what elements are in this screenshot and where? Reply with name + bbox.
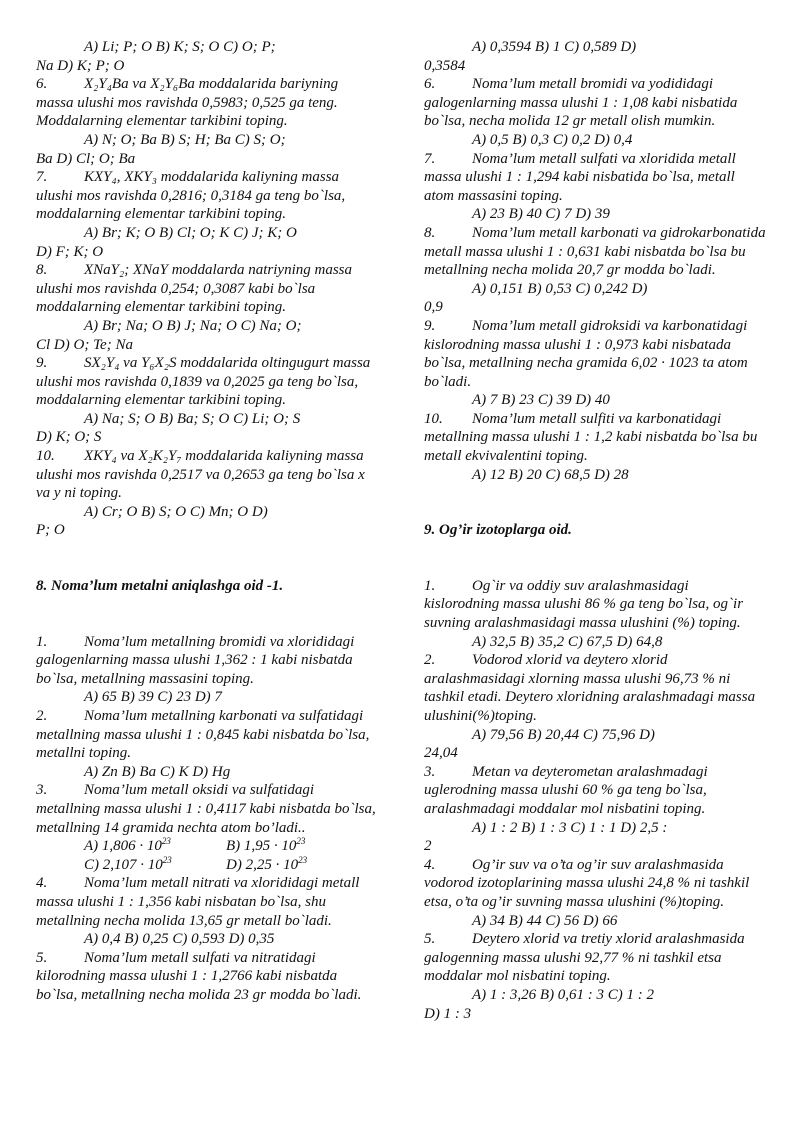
question-number: 1.	[36, 633, 48, 650]
question-2	[424, 651, 766, 763]
question-8	[36, 261, 378, 354]
question-text: Vodorod xlorid va deytero xlorid aralashmasidagi xlorning massa ulushi 96,73 % ni tashkil etadi. Deytero xloridning aralashmadagi massa ulushini(%)toping.	[424, 652, 756, 724]
answer-options: A) Na; S; O B) Ba; S; O C) Li; O; S	[84, 410, 301, 427]
answer-options: 2	[424, 838, 432, 855]
answer-options: A) Cr; O B) S; O C) Mn; O D)	[84, 503, 268, 520]
options-line: 0,3584	[424, 57, 466, 74]
answer-options: A) 12 B) 20 C) 68,5 D) 28	[472, 466, 629, 483]
question-1	[36, 633, 378, 707]
question-10	[36, 447, 378, 540]
answer-options: A) 7 B) 23 C) 39 D) 40	[472, 392, 610, 409]
question-number: 3.	[424, 763, 436, 780]
answer-options: D) F; K; O	[36, 243, 104, 260]
question-8	[424, 224, 766, 317]
exponent: 23	[298, 854, 308, 865]
answer-options: A) Br; K; O B) Cl; O; K C) J; K; O	[84, 224, 297, 241]
question-text: XKY₄ va X₂K₂Y₇ moddalarida kaliyning massa ulushi mos ravishda 0,2517 va 0,2653 ga teng bo`lsa x va y ni toping.	[36, 448, 365, 502]
question-number: 8.	[36, 262, 48, 279]
question-text: Noma’lum metall sulfati va xloridida metall massa ulushi 1 : 1,294 kabi nisbatida bo`lsa, metall atom massasini toping.	[424, 150, 736, 204]
question-text: Noma’lum metall gidroksidi va karbonatidagi kislorodning massa ulushi 1 : 0,973 kabi nisbatada bo`lsa, metallning necha gramida 6,02 · 1023 ta atom bo`ladi.	[424, 317, 748, 390]
answer-options: D) 1 : 3	[424, 1005, 472, 1022]
exponent: 23	[161, 836, 171, 847]
question-text: XNaY₂; XNaY moddalarda natriyning massa ulushi mos ravishda 0,254; 0,3087 kabi bo`lsa moddalarning elementar tarkibini toping.	[36, 262, 353, 316]
question-number: 7.	[36, 169, 48, 186]
options-line: A) 0,3594 B) 1 C) 0,589 D)	[472, 39, 637, 55]
answer-options: Ba D) Cl; O; Ba	[36, 150, 136, 167]
answer-options: 0,9	[424, 299, 443, 316]
question-text: Og’ir suv va o’ta og’ir suv aralashmasida vodorod izotoplarining massa ulushi 24,8 % ni tashkil etsa, o’ta og’ir suvning massa ulushini (%)toping.	[424, 856, 750, 910]
options-line: A) Li; P; O B) K; S; O C) O; P;	[84, 39, 276, 55]
answer-options: A) 0,5 B) 0,3 C) 0,2 D) 0,4	[472, 131, 633, 148]
answer-options: A) 0,4 B) 0,25 C) 0,593 D) 0,35	[84, 931, 275, 948]
answer-options: A) 0,151 B) 0,53 C) 0,242 D)	[472, 280, 648, 297]
question-text: Noma’lum metall oksidi va sulfatidagi metallning massa ulushi 1 : 0,4117 kabi nisbatda bo`lsa, metallning 14 gramida nechta atom bo’ladi..	[36, 782, 376, 836]
answer-options: Cl D) O; Te; Na	[36, 336, 133, 353]
question-text: KXY₄, XKY₃ moddalarida kaliyning massa ulushi mos ravishda 0,2816; 0,3184 ga teng bo`lsa, moddalarning elementar tarkibini toping.	[36, 169, 346, 223]
question-text: Noma’lum metall karbonati va gidrokarbonatida metall massa ulushi 1 : 0,631 kabi nisbatda bo`lsa bu metallning necha molida 20,7 gr modda bo`ladi.	[424, 224, 766, 279]
question-text: Noma’lum metall sulfiti va karbonatidagi metallning massa ulushi 1 : 1,2 kabi nisbatda bo`lsa bu metall ekvivalentini toping.	[424, 410, 758, 465]
question-number: 9.	[36, 355, 48, 372]
answer-options: A) 1 : 3,26 B) 0,61 : 3 C) 1 : 2	[472, 986, 655, 1003]
answer-options	[36, 856, 378, 875]
right-column	[424, 38, 766, 1023]
option-a: A) 1,806 · 10	[84, 838, 162, 855]
question-3	[36, 781, 378, 874]
answer-options	[36, 837, 378, 856]
question-9	[36, 354, 378, 447]
section-title: 9. Og’ir izotoplarga oid.	[424, 522, 572, 539]
question-text: Noma’lum metallning karbonati va sulfatidagi metallning massa ulushi 1 : 0,845 kabi nisbatda bo`lsa, metallni toping.	[36, 708, 370, 762]
question-text: Noma’lum metall nitrati va xlorididagi metall massa ulushi 1 : 1,356 kabi nisbatan bo`lsa, shu metallning necha molida 13,65 gr metall bo`ladi.	[36, 875, 360, 929]
answer-options: A) 32,5 B) 35,2 C) 67,5 D) 64,8	[472, 633, 663, 650]
question-text: SX₂Y₄ va Y₆X₂S moddalarida oltingugurt massa ulushi mos ravishda 0,1839 va 0,2025 ga teng bo`lsa, moddalarning elementar tarkibini toping.	[36, 355, 371, 409]
question-number: 10.	[424, 410, 443, 427]
option-d: D) 2,25 · 10	[226, 856, 299, 873]
answer-options: A) 34 B) 44 C) 56 D) 66	[472, 912, 618, 929]
question-6	[36, 75, 378, 168]
question-number: 2.	[424, 652, 436, 669]
question-5	[424, 930, 766, 1023]
option-c: C) 2,107 · 10	[84, 856, 163, 873]
question-number: 9.	[424, 317, 436, 334]
question-7	[36, 168, 378, 261]
question-text: Og`ir va oddiy suv aralashmasidagi kislorodning massa ulushi 86 % ga teng bo`lsa, og`ir suvning aralashmasidagi massa ulushini (%) toping.	[424, 577, 744, 632]
question-4	[36, 874, 378, 948]
question-text: Metan va deyterometan aralashmadagi uglerodning massa ulushi 60 % ga teng bo`lsa, aralashmadagi moddalar mol nisbatini toping.	[424, 763, 708, 817]
question-number: 4.	[424, 856, 436, 873]
question-number: 2.	[36, 708, 48, 724]
question-3	[424, 763, 766, 856]
question-9	[424, 317, 766, 410]
question-6	[424, 75, 766, 149]
left-column	[36, 38, 378, 1005]
question-number: 6.	[424, 76, 436, 93]
question-10	[424, 410, 766, 484]
answer-options: A) Br; Na; O B) J; Na; O C) Na; O;	[84, 317, 302, 334]
answer-options: D) K; O; S	[36, 429, 102, 446]
answer-options: 24,04	[424, 745, 458, 762]
answer-options: A) 79,56 B) 20,44 C) 75,96 D)	[472, 726, 655, 743]
question-number: 5.	[36, 949, 48, 966]
question-2	[36, 707, 378, 781]
question-number: 3.	[36, 782, 48, 799]
question-4	[424, 856, 766, 930]
question-text: Noma’lum metall sulfati va nitratidagi kilorodning massa ulushi 1 : 1,2766 kabi nisbatda bo`lsa, metallning necha molida 23 gr modda bo`ladi.	[36, 949, 362, 1003]
question-number: 4.	[36, 875, 48, 892]
answer-options: A) 23 B) 40 C) 7 D) 39	[472, 206, 610, 223]
question-number: 5.	[424, 931, 436, 948]
answer-options: A) Zn B) Ba C) K D) Hg	[84, 763, 231, 780]
question-text: Deytero xlorid va tretiy xlorid aralashmasida galogenning massa ulushi 92,77 % ni tashkil etsa moddalar mol nisbatini toping.	[424, 931, 745, 985]
question-number: 7.	[424, 150, 436, 167]
options-line: Na D) K; P; O	[36, 57, 125, 74]
answer-options: A) 65 B) 39 C) 23 D) 7	[84, 689, 222, 706]
question-text: X₂Y₄Ba va X₂Y₆Ba moddalarida bariyning massa ulushi mos ravishda 0,5983; 0,525 ga teng. Moddalarning elementar tarkibini toping.	[36, 76, 339, 130]
question-number: 8.	[424, 224, 436, 241]
question-text: Noma’lum metall bromidi va yodididagi galogenlarning massa ulushi 1 : 1,08 kabi nisbatida bo`lsa, necha molida 12 gr metall olish mumkin.	[424, 76, 738, 130]
question-number: 1.	[424, 577, 436, 594]
question-1	[424, 577, 766, 651]
answer-options: A) N; O; Ba B) S; H; Ba C) S; O;	[84, 131, 286, 148]
answer-options: A) 1 : 2 B) 1 : 3 C) 1 : 1 D) 2,5 :	[472, 819, 668, 836]
question-5	[36, 949, 378, 1005]
question-text: Noma’lum metallning bromidi va xlorididagi galogenlarning massa ulushi 1,362 : 1 kabi nisbatda bo`lsa, metallning massasini toping.	[36, 633, 355, 687]
exponent: 23	[162, 854, 172, 865]
question-7	[424, 150, 766, 224]
section-title: 8. Noma’lum metalni aniqlashga oid -1.	[36, 578, 284, 595]
exponent: 23	[296, 836, 306, 847]
question-number: 10.	[36, 448, 55, 465]
answer-options: P; O	[36, 522, 65, 539]
question-number: 6.	[36, 76, 48, 93]
option-b: B) 1,95 · 10	[226, 838, 297, 855]
